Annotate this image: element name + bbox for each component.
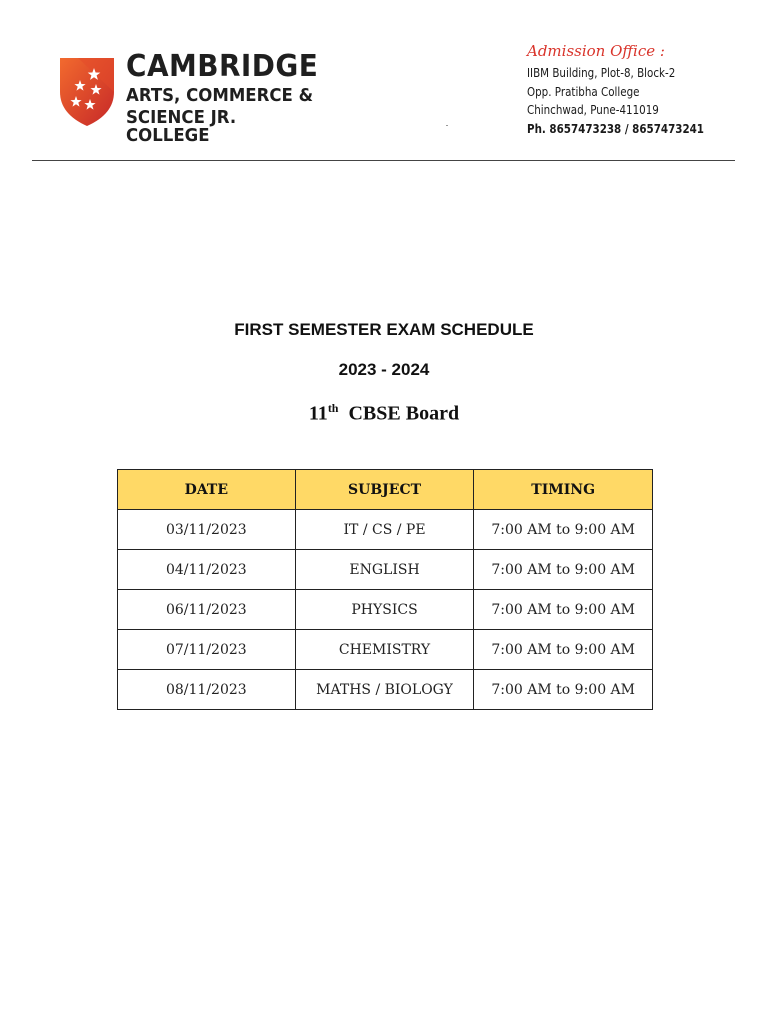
college-name-line3: SCIENCE JR. COLLEGE xyxy=(126,107,237,146)
cell-timing: 7:00 AM to 9:00 AM xyxy=(474,510,653,550)
cell-subject: MATHS / BIOLOGY xyxy=(295,670,474,710)
document-titles xyxy=(0,318,768,425)
table-row xyxy=(118,670,653,710)
phone-numbers: Ph. 8657473238 / 8657473241 xyxy=(527,121,704,136)
address-line-3: Chinchwad, Pune-411019 xyxy=(527,103,659,117)
cell-subject: ENGLISH xyxy=(295,550,474,590)
stray-mark xyxy=(446,125,448,126)
header-divider xyxy=(32,160,735,161)
column-header-timing: TIMING xyxy=(474,470,653,510)
table-header-row xyxy=(118,470,653,510)
class-number: 11 xyxy=(308,402,328,425)
address-line-1: IIBM Building, Plot-8, Block-2 xyxy=(527,66,676,80)
board-name: CBSE Board xyxy=(348,402,460,425)
cell-subject: IT / CS / PE xyxy=(295,510,474,550)
table-row xyxy=(118,550,653,590)
cell-subject: CHEMISTRY xyxy=(295,630,474,670)
admission-office-title: Admission Office : xyxy=(527,42,665,60)
cell-date: 07/11/2023 xyxy=(118,630,296,670)
cell-timing: 7:00 AM to 9:00 AM xyxy=(474,630,653,670)
class-suffix: th xyxy=(327,401,339,415)
letterhead xyxy=(0,0,768,162)
table-row xyxy=(118,630,653,670)
address-line-2: Opp. Pratibha College xyxy=(527,84,640,99)
cell-date: 06/11/2023 xyxy=(118,590,296,630)
college-name-line1: CAMBRIDGE xyxy=(126,49,319,84)
college-name-line2: ARTS, COMMERCE & xyxy=(126,85,314,106)
table-row xyxy=(118,510,653,550)
exam-schedule-table xyxy=(117,469,653,710)
college-logo xyxy=(56,49,326,146)
table-row xyxy=(118,590,653,630)
academic-year: 2023 - 2024 xyxy=(338,360,430,379)
class-board-heading xyxy=(0,395,768,425)
column-header-subject: SUBJECT xyxy=(295,470,474,510)
cell-timing: 7:00 AM to 9:00 AM xyxy=(474,550,653,590)
cell-date: 08/11/2023 xyxy=(118,670,296,710)
admission-office-block xyxy=(527,42,757,138)
shield-stars-icon xyxy=(56,52,118,128)
cell-date: 04/11/2023 xyxy=(118,550,296,590)
schedule-title: FIRST SEMESTER EXAM SCHEDULE xyxy=(234,320,534,339)
college-name xyxy=(126,49,333,146)
cell-timing: 7:00 AM to 9:00 AM xyxy=(474,670,653,710)
cell-subject: PHYSICS xyxy=(295,590,474,630)
cell-timing: 7:00 AM to 9:00 AM xyxy=(474,590,653,630)
column-header-date: DATE xyxy=(118,470,296,510)
cell-date: 03/11/2023 xyxy=(118,510,296,550)
